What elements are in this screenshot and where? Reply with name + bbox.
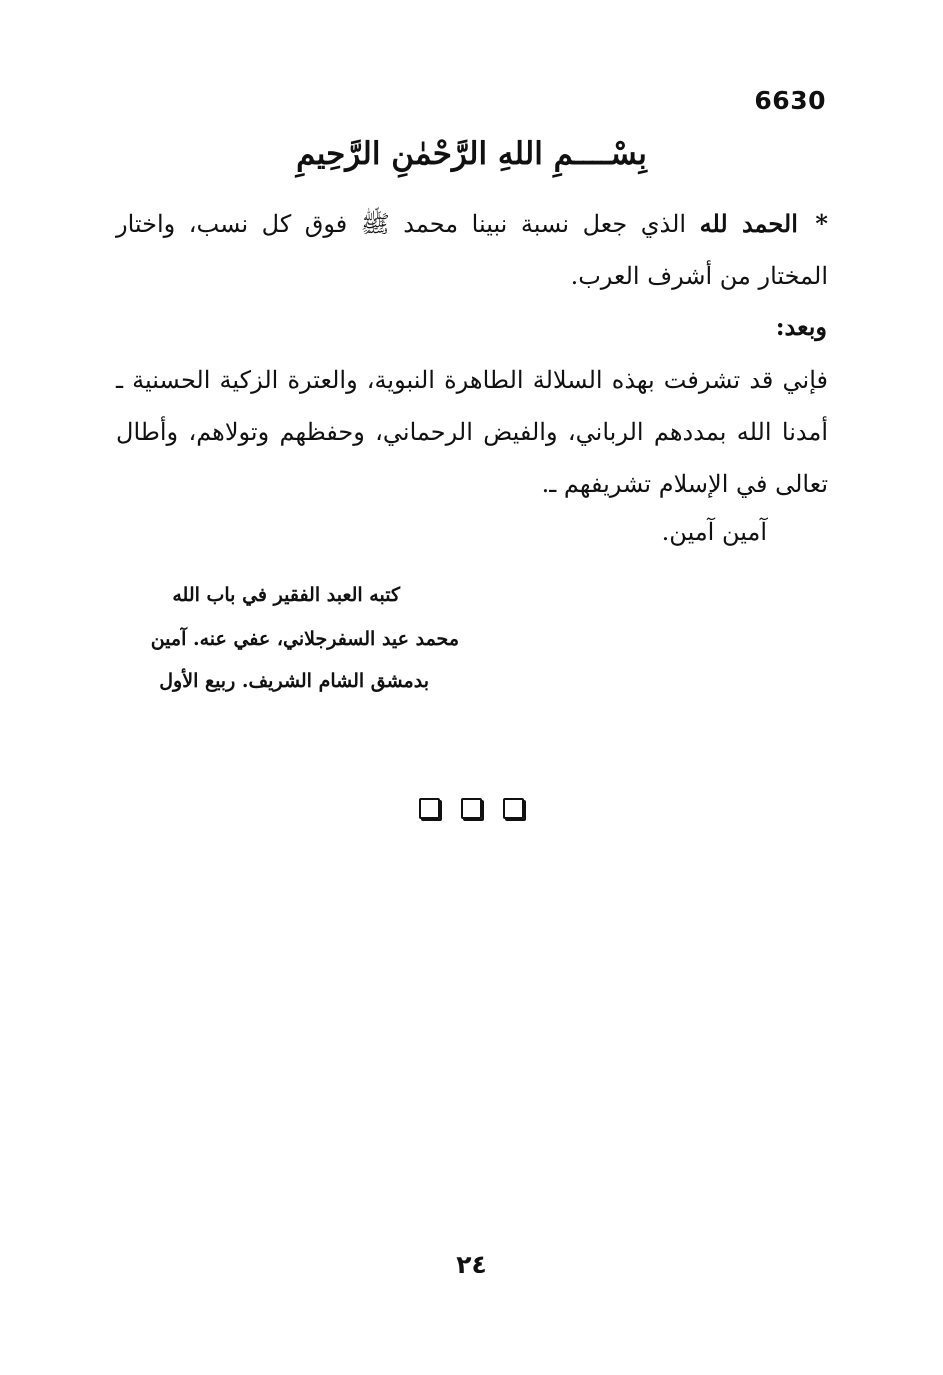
asterisk-icon: * [815, 209, 828, 238]
signature-line-1: كتبه العبد الفقير في باب الله [172, 584, 400, 606]
intro-text: الذي جعل نسبة نبينا محمد ﷺ فوق كل نسب، واختار المختار من أشرف العرب. [116, 210, 828, 290]
page-number: ٢٤ [456, 1250, 487, 1279]
square-ornament-icon [461, 798, 482, 819]
intro-lead: الحمد لله [699, 209, 798, 238]
square-ornament-icon [419, 798, 440, 819]
main-paragraph: فإني قد تشرفت بهذه السلالة الطاهرة النبوية، والعترة الزكية الحسنية ـ أمدنا الله بمددهم الرباني، والفيض الرحماني، وحفظهم وتولاهم، وأطال تعالى في الإسلام تشريفهم ـ. [116, 366, 828, 498]
page-code: 6630 [754, 86, 826, 115]
signature-line-2: محمد عيد السفرجلاني، عفي عنه. آمين [150, 628, 459, 650]
end-marks-ornament [0, 798, 943, 823]
signature-line-3: بدمشق الشام الشريف. ربيع الأول [159, 670, 429, 692]
square-ornament-icon [503, 798, 524, 819]
wabaad-heading: وبعد: [775, 312, 827, 341]
intro-paragraph [116, 198, 828, 302]
amen-line: آمين آمين. [661, 518, 767, 546]
basmala-heading: بِسْــــمِ اللهِ الرَّحْمٰنِ الرَّحِيمِ [296, 136, 647, 172]
